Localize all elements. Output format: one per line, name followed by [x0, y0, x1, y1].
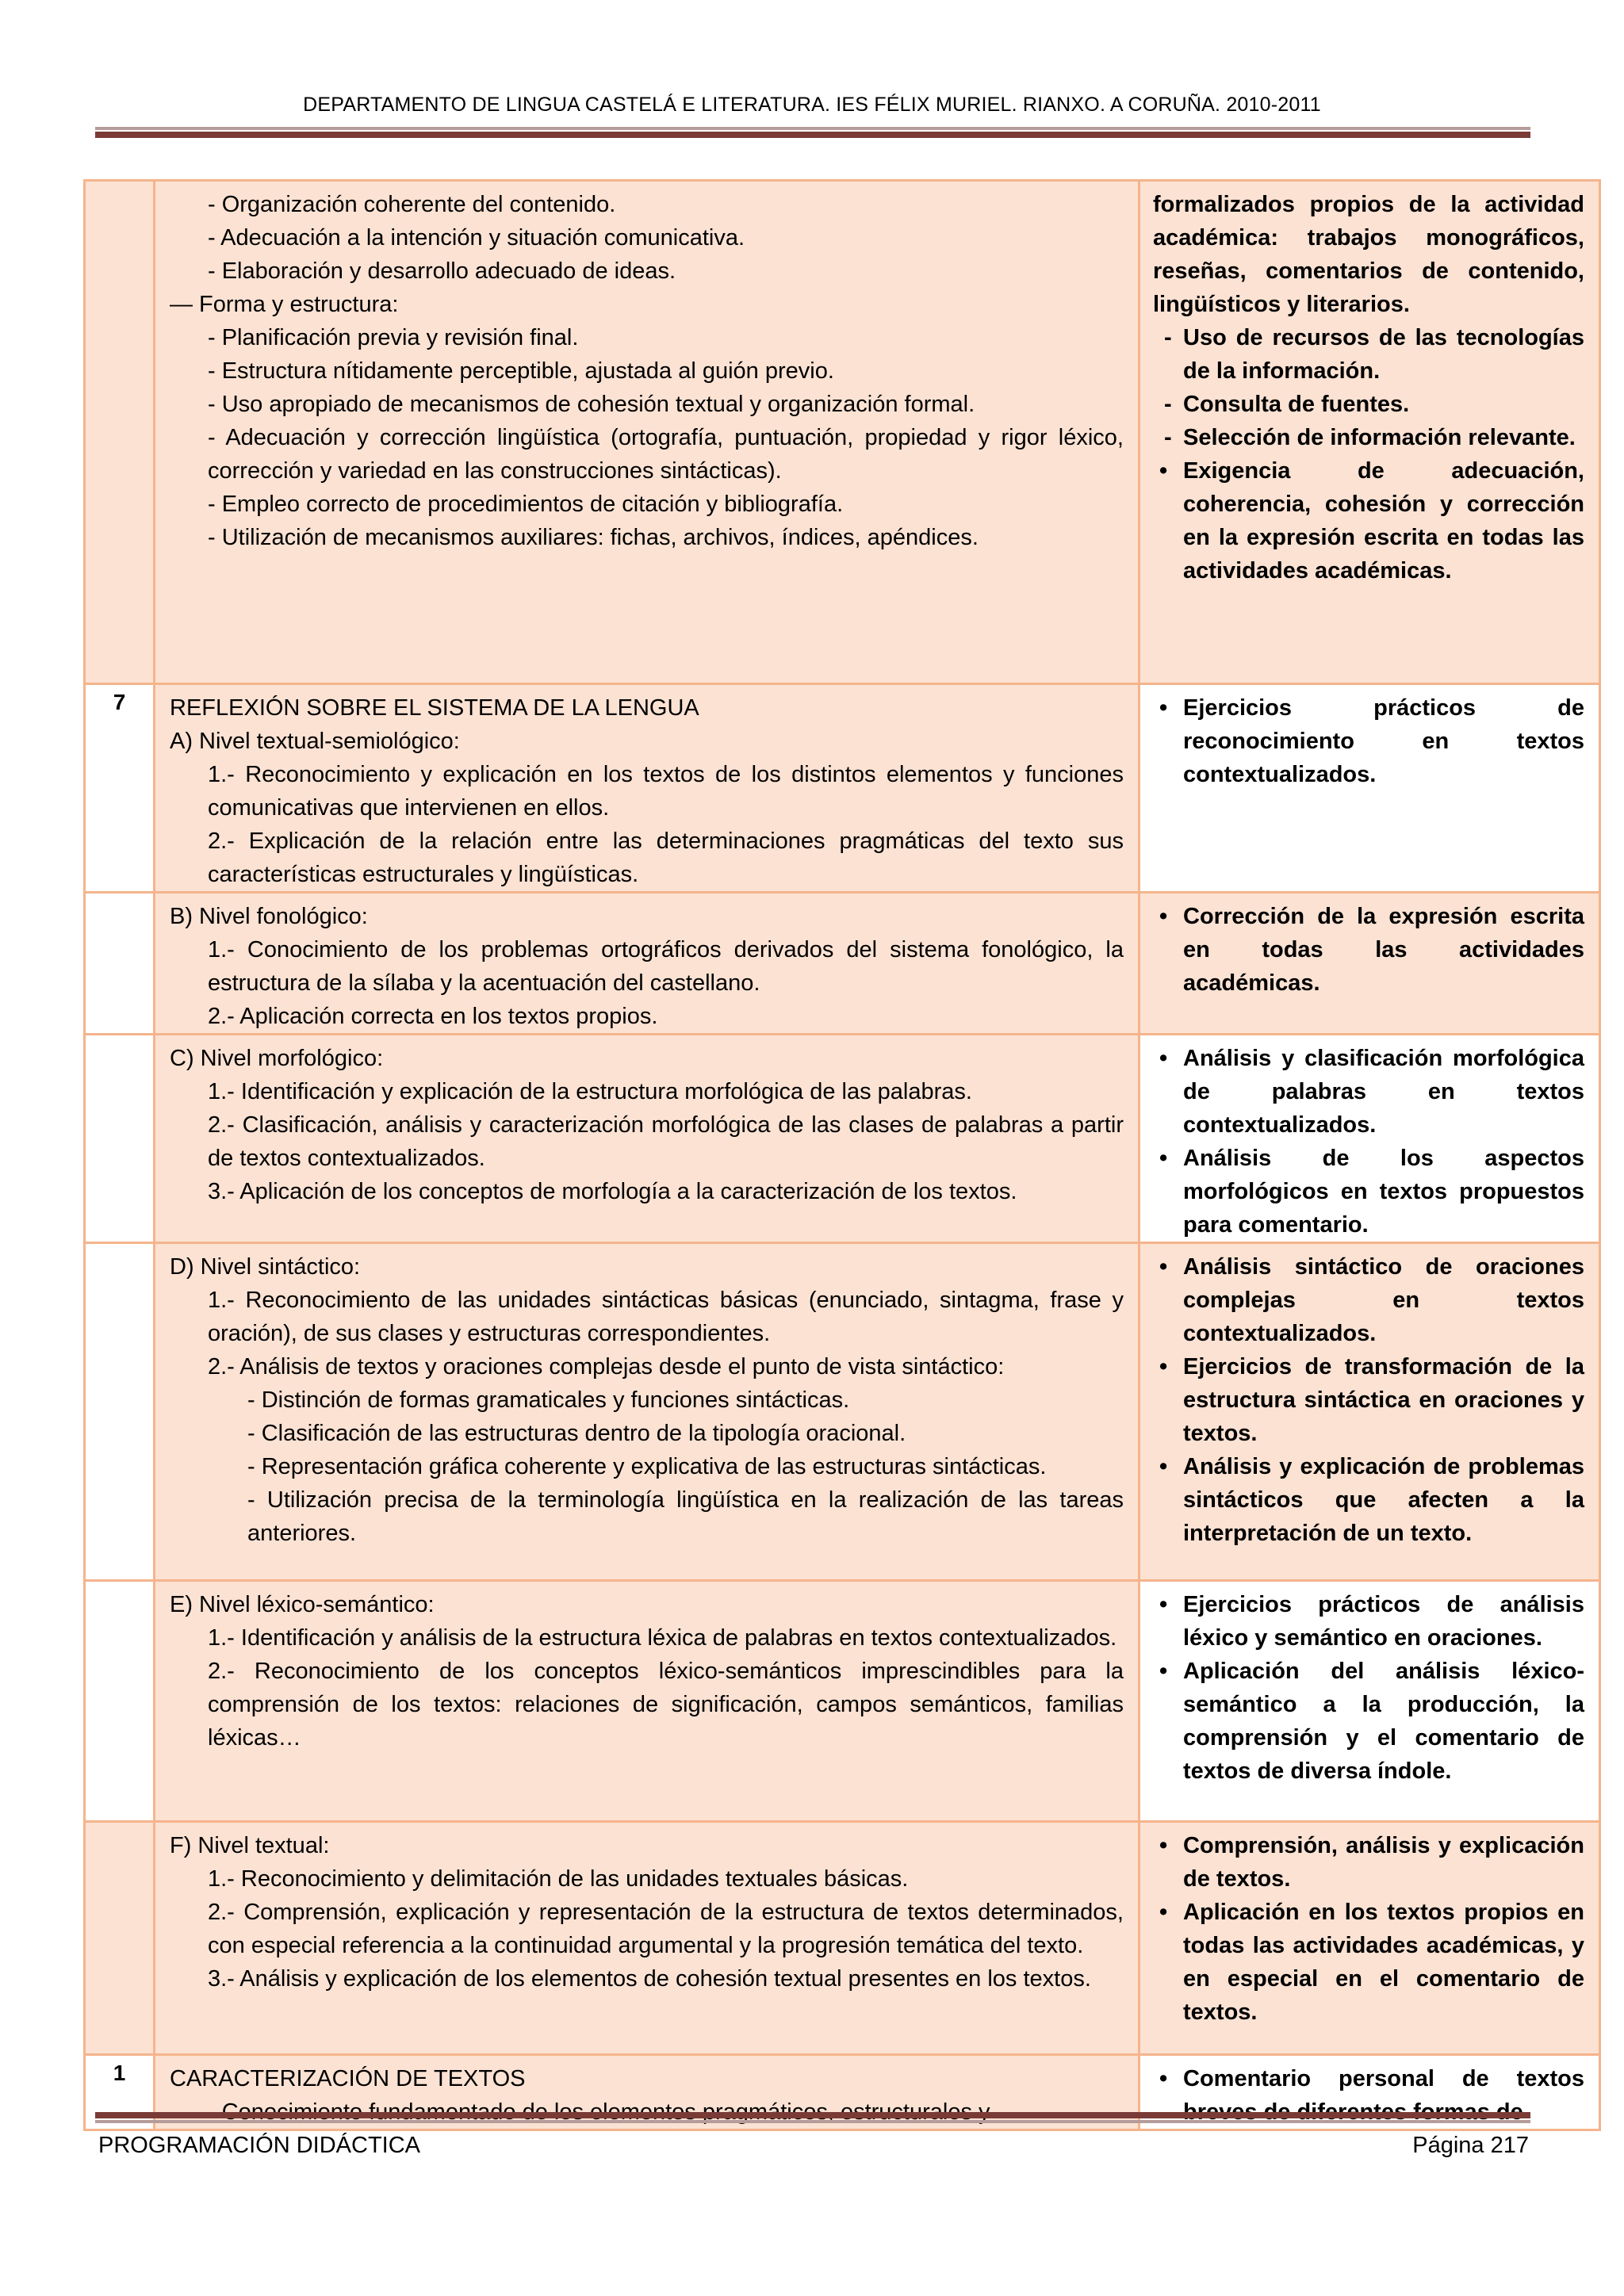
content-subline: - Clasificación de las estructuras dentro de la tipología oracional. — [247, 1421, 906, 1446]
unit-number-cell — [85, 1581, 155, 1822]
section-title: REFLEXIÓN SOBRE EL SISTEMA DE LA LENGUA — [170, 695, 699, 721]
content-cell — [155, 1581, 1139, 1822]
content-line: — Forma y estructura: — [170, 292, 399, 317]
unit-number-cell — [85, 181, 155, 684]
content-cell — [155, 1822, 1139, 2055]
list-item: • Análisis y clasificación morfológica de palabras en textos contextualizados. — [1153, 1042, 1584, 1142]
programming-table — [83, 179, 1601, 2131]
list-item: - Consulta de fuentes. — [1164, 392, 1410, 417]
section-title: E) Nivel léxico-semántico: — [170, 1592, 435, 1617]
section-title: D) Nivel sintáctico: — [170, 1254, 361, 1280]
content-line: 3.- Análisis y explicación de los elementos de cohesión textual presentes en los textos. — [208, 1966, 1091, 1992]
content-line: 2.- Aplicación correcta en los textos propios. — [208, 1004, 658, 1029]
methods-cell — [1139, 684, 1600, 893]
list-item: • Análisis sintáctico de oraciones complejas en textos contextualizados. — [1153, 1250, 1584, 1350]
footer-title: PROGRAMACIÓN DIDÁCTICA — [98, 2133, 421, 2158]
page-header: DEPARTAMENTO DE LINGUA CASTELÁ E LITERATURA. IES FÉLIX MURIEL. RIANXO. A CORUÑA. 2010-2011 — [303, 94, 1321, 116]
section-title: F) Nivel textual: — [170, 1833, 330, 1858]
content-cell — [155, 1243, 1139, 1581]
table-row — [85, 2055, 1600, 2130]
table-row — [85, 181, 1600, 684]
content-line: - Organización coherente del contenido. — [208, 192, 616, 217]
content-line: - Adecuación y corrección lingüística (ortografía, puntuación, propiedad y rigor léxico, corrección y variedad en las construcciones sintácticas). — [208, 425, 1124, 484]
table-row — [85, 1822, 1600, 2055]
content-cell — [155, 1035, 1139, 1243]
list-item: • Aplicación del análisis léxico-semántico a la producción, la comprensión y el comentario de textos de diversa índole. — [1153, 1655, 1584, 1788]
footer-rule-light — [95, 2120, 1530, 2123]
content-line: 2.- Reconocimiento de los conceptos léxico-semánticos imprescindibles para la comprensión de los textos: relaciones de significación, campos semánticos, familias léxicas… — [208, 1659, 1124, 1751]
list-item: • Ejercicios prácticos de reconocimiento en textos contextualizados. — [1153, 691, 1584, 791]
content-cell — [155, 2055, 1139, 2130]
content-subline: - Utilización precisa de la terminología lingüística en la realización de las tareas anteriores. — [247, 1487, 1124, 1546]
content-line: 2.- Análisis de textos y oraciones complejas desde el punto de vista sintáctico: — [208, 1354, 1005, 1380]
table-row — [85, 1035, 1600, 1243]
unit-number-cell: 7 — [85, 684, 155, 893]
content-line: - Uso apropiado de mecanismos de cohesión textual y organización formal. — [208, 392, 975, 417]
methods-text: formalizados propios de la actividad académica: trabajos monográficos, reseñas, comentarios de contenido, lingüísticos y literarios. — [1153, 192, 1584, 317]
content-line: 1.- Reconocimiento de las unidades sintácticas básicas (enunciado, sintagma, frase y oración), de sus clases y estructuras correspondientes. — [208, 1288, 1124, 1346]
header-rule-light — [95, 127, 1530, 130]
table-row — [85, 1243, 1600, 1581]
content-line: - Planificación previa y revisión final. — [208, 325, 579, 350]
header-rule-dark — [95, 132, 1530, 138]
unit-number-cell: 1 — [85, 2055, 155, 2130]
content-line: 2.- Explicación de la relación entre las determinaciones pragmáticas del texto sus características estructurales y lingüísticas. — [208, 828, 1124, 887]
table-row — [85, 684, 1600, 893]
unit-number-cell — [85, 1035, 155, 1243]
list-item: - Selección de información relevante. — [1164, 425, 1576, 450]
unit-number-cell — [85, 1822, 155, 2055]
methods-bullet-list — [1153, 454, 1584, 587]
section-title: CARACTERIZACIÓN DE TEXTOS — [170, 2066, 526, 2091]
section-title: C) Nivel morfológico: — [170, 1046, 384, 1071]
table-row — [85, 893, 1600, 1035]
methods-cell — [1139, 893, 1600, 1035]
methods-cell — [1139, 1243, 1600, 1581]
content-line: - Utilización de mecanismos auxiliares: fichas, archivos, índices, apéndices. — [208, 525, 979, 550]
list-item: • Análisis y explicación de problemas sintácticos que afecten a la interpretación de un texto. — [1153, 1450, 1584, 1550]
content-line: 3.- Aplicación de los conceptos de morfología a la caracterización de los textos. — [208, 1179, 1017, 1204]
content-line: 2.- Comprensión, explicación y representación de la estructura de textos determinados, con especial referencia a la continuidad argumental y la progresión temática del texto. — [208, 1900, 1124, 1958]
list-item: • Análisis de los aspectos morfológicos en textos propuestos para comentario. — [1153, 1142, 1584, 1242]
methods-cell — [1139, 1035, 1600, 1243]
page-number: Página 217 — [1412, 2133, 1529, 2158]
list-item: • Comprensión, análisis y explicación de textos. — [1153, 1829, 1584, 1896]
content-line: - Empleo correcto de procedimientos de citación y bibliografía. — [208, 492, 844, 517]
methods-cell — [1139, 1581, 1600, 1822]
content-subline: - Distinción de formas gramaticales y funciones sintácticas. — [247, 1387, 850, 1413]
content-line: 1.- Identificación y explicación de la estructura morfológica de las palabras. — [208, 1079, 972, 1104]
unit-number-cell — [85, 893, 155, 1035]
content-cell — [155, 893, 1139, 1035]
content-line: - Elaboración y desarrollo adecuado de ideas. — [208, 258, 676, 284]
list-item: • Exigencia de adecuación, coherencia, cohesión y corrección en la expresión escrita en todas las actividades académicas. — [1153, 454, 1584, 587]
methods-cell — [1139, 2055, 1600, 2130]
footer-rule-dark — [95, 2112, 1530, 2118]
list-item: • Corrección de la expresión escrita en todas las actividades académicas. — [1153, 900, 1584, 1000]
section-subtitle: A) Nivel textual-semiológico: — [170, 729, 460, 754]
content-line: - Adecuación a la intención y situación comunicativa. — [208, 225, 745, 251]
content-line: 1.- Reconocimiento y explicación en los textos de los distintos elementos y funciones comunicativas que intervienen en ellos. — [208, 762, 1124, 821]
content-cell — [155, 181, 1139, 684]
content-line: 2.- Clasificación, análisis y caracterización morfológica de las clases de palabras a partir de textos contextualizados. — [208, 1112, 1124, 1171]
list-item: • Aplicación en los textos propios en todas las actividades académicas, y en especial en el comentario de textos. — [1153, 1896, 1584, 2029]
content-line: 1.- Conocimiento de los problemas ortográficos derivados del sistema fonológico, la estructura de la sílaba y la acentuación del castellano. — [208, 937, 1124, 996]
list-item: • Ejercicios de transformación de la estructura sintáctica en oraciones y textos. — [1153, 1350, 1584, 1450]
section-title: B) Nivel fonológico: — [170, 904, 368, 929]
content-line: 1.- Reconocimiento y delimitación de las unidades textuales básicas. — [208, 1866, 909, 1892]
methods-dash-list — [1153, 321, 1584, 454]
content-subline: - Representación gráfica coherente y explicativa de las estructuras sintácticas. — [247, 1454, 1047, 1479]
list-item: - Uso de recursos de las tecnologías de la información. — [1164, 325, 1584, 384]
unit-number-cell — [85, 1243, 155, 1581]
list-item: • Ejercicios prácticos de análisis léxico y semántico en oraciones. — [1153, 1588, 1584, 1655]
content-line: 1.- Identificación y análisis de la estructura léxica de palabras en textos contextualizados. — [208, 1625, 1117, 1651]
table-row — [85, 1581, 1600, 1822]
methods-cell — [1139, 1822, 1600, 2055]
content-cell — [155, 684, 1139, 893]
content-line: - Estructura nítidamente perceptible, ajustada al guión previo. — [208, 358, 834, 384]
list-item: • Comentario personal de textos — [1153, 2062, 1584, 2129]
methods-cell — [1139, 181, 1600, 684]
